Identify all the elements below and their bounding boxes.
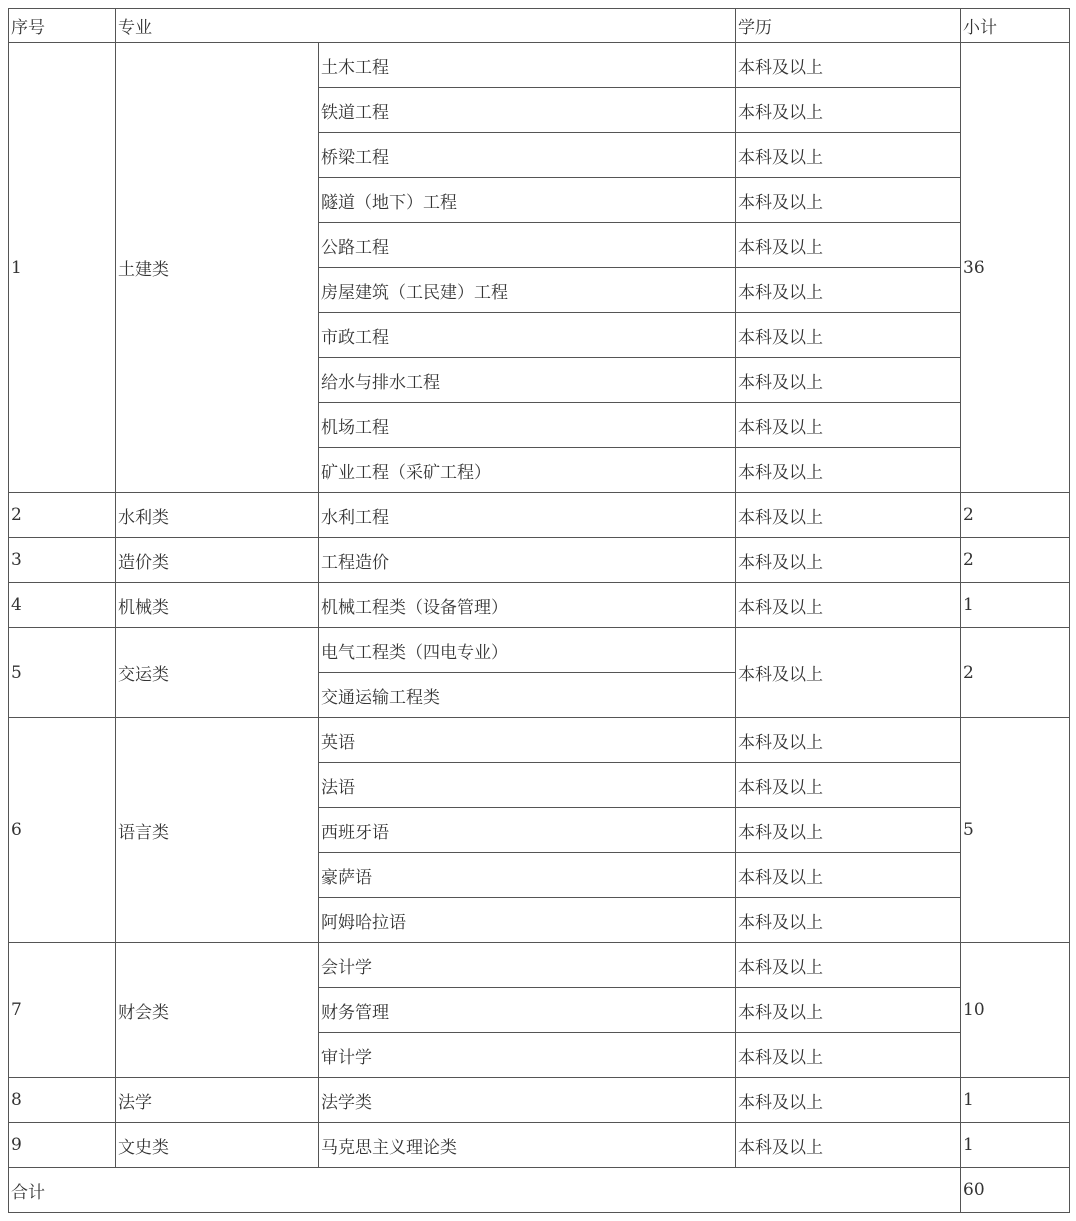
- category-cell: 法学: [116, 1078, 319, 1123]
- degree-cell: 本科及以上: [736, 133, 961, 178]
- major-cell: 马克思主义理论类: [319, 1123, 736, 1168]
- major-cell: 审计学: [319, 1033, 736, 1078]
- degree-cell: 本科及以上: [736, 718, 961, 763]
- degree-cell: 本科及以上: [736, 403, 961, 448]
- serial-number-cell: 3: [9, 538, 116, 583]
- degree-cell: 本科及以上: [736, 1033, 961, 1078]
- serial-number-cell: 1: [9, 43, 116, 493]
- major-cell: 水利工程: [319, 493, 736, 538]
- category-cell: 水利类: [116, 493, 319, 538]
- serial-number-cell: 7: [9, 943, 116, 1078]
- subtotal-cell: 2: [961, 493, 1070, 538]
- major-cell: 机场工程: [319, 403, 736, 448]
- major-cell: 铁道工程: [319, 88, 736, 133]
- serial-number-cell: 4: [9, 583, 116, 628]
- major-cell: 土木工程: [319, 43, 736, 88]
- category-cell: 土建类: [116, 43, 319, 493]
- degree-cell: 本科及以上: [736, 583, 961, 628]
- major-cell: 机械工程类（设备管理）: [319, 583, 736, 628]
- degree-cell: 本科及以上: [736, 763, 961, 808]
- major-cell: 矿业工程（采矿工程）: [319, 448, 736, 493]
- subtotal-cell: 36: [961, 43, 1070, 493]
- subtotal-cell: 1: [961, 1078, 1070, 1123]
- major-cell: 法语: [319, 763, 736, 808]
- serial-number-cell: 6: [9, 718, 116, 943]
- table-row: [9, 1078, 1070, 1123]
- degree-cell: 本科及以上: [736, 178, 961, 223]
- subtotal-cell: 10: [961, 943, 1070, 1078]
- table-row: [9, 718, 1070, 763]
- table-body: [9, 9, 1070, 1213]
- total-label: 合计: [9, 1168, 961, 1213]
- major-cell: 市政工程: [319, 313, 736, 358]
- table-row: [9, 493, 1070, 538]
- degree-cell: 本科及以上: [736, 358, 961, 403]
- degree-cell: 本科及以上: [736, 448, 961, 493]
- table-row: [9, 943, 1070, 988]
- degree-cell: 本科及以上: [736, 1078, 961, 1123]
- major-cell: 西班牙语: [319, 808, 736, 853]
- major-cell: 英语: [319, 718, 736, 763]
- subtotal-cell: 2: [961, 538, 1070, 583]
- table-row: [9, 628, 1070, 673]
- serial-number-cell: 2: [9, 493, 116, 538]
- recruitment-table: [8, 8, 1070, 1213]
- header-row: [9, 9, 1070, 43]
- degree-cell: 本科及以上: [736, 988, 961, 1033]
- major-cell: 给水与排水工程: [319, 358, 736, 403]
- table-row: [9, 43, 1070, 88]
- subtotal-cell: 1: [961, 583, 1070, 628]
- major-cell: 公路工程: [319, 223, 736, 268]
- degree-cell: 本科及以上: [736, 1123, 961, 1168]
- category-cell: 语言类: [116, 718, 319, 943]
- major-cell: 工程造价: [319, 538, 736, 583]
- category-cell: 财会类: [116, 943, 319, 1078]
- degree-cell: 本科及以上: [736, 493, 961, 538]
- category-cell: 文史类: [116, 1123, 319, 1168]
- degree-cell: 本科及以上: [736, 808, 961, 853]
- serial-number-cell: 5: [9, 628, 116, 718]
- table-row: [9, 1123, 1070, 1168]
- major-cell: 隧道（地下）工程: [319, 178, 736, 223]
- total-value: 60: [961, 1168, 1070, 1213]
- subtotal-cell: 5: [961, 718, 1070, 943]
- table-row: [9, 538, 1070, 583]
- degree-cell: 本科及以上: [736, 223, 961, 268]
- major-cell: 豪萨语: [319, 853, 736, 898]
- category-cell: 机械类: [116, 583, 319, 628]
- major-cell: 房屋建筑（工民建）工程: [319, 268, 736, 313]
- header-degree: 学历: [736, 9, 961, 43]
- degree-cell: 本科及以上: [736, 88, 961, 133]
- major-cell: 电气工程类（四电专业）: [319, 628, 736, 673]
- degree-cell: 本科及以上: [736, 898, 961, 943]
- major-cell: 法学类: [319, 1078, 736, 1123]
- serial-number-cell: 9: [9, 1123, 116, 1168]
- major-cell: 阿姆哈拉语: [319, 898, 736, 943]
- header-no: 序号: [9, 9, 116, 43]
- header-major: 专业: [116, 9, 736, 43]
- major-cell: 会计学: [319, 943, 736, 988]
- degree-cell: 本科及以上: [736, 268, 961, 313]
- category-cell: 交运类: [116, 628, 319, 718]
- degree-cell: 本科及以上: [736, 313, 961, 358]
- degree-cell: 本科及以上: [736, 853, 961, 898]
- subtotal-cell: 2: [961, 628, 1070, 718]
- major-cell: 财务管理: [319, 988, 736, 1033]
- header-subtotal: 小计: [961, 9, 1070, 43]
- serial-number-cell: 8: [9, 1078, 116, 1123]
- major-cell: 桥梁工程: [319, 133, 736, 178]
- subtotal-cell: 1: [961, 1123, 1070, 1168]
- table-row: [9, 583, 1070, 628]
- degree-cell: 本科及以上: [736, 43, 961, 88]
- category-cell: 造价类: [116, 538, 319, 583]
- total-row: [9, 1168, 1070, 1213]
- degree-cell: 本科及以上: [736, 943, 961, 988]
- degree-cell: 本科及以上: [736, 538, 961, 583]
- major-cell: 交通运输工程类: [319, 673, 736, 718]
- degree-cell: 本科及以上: [736, 628, 961, 718]
